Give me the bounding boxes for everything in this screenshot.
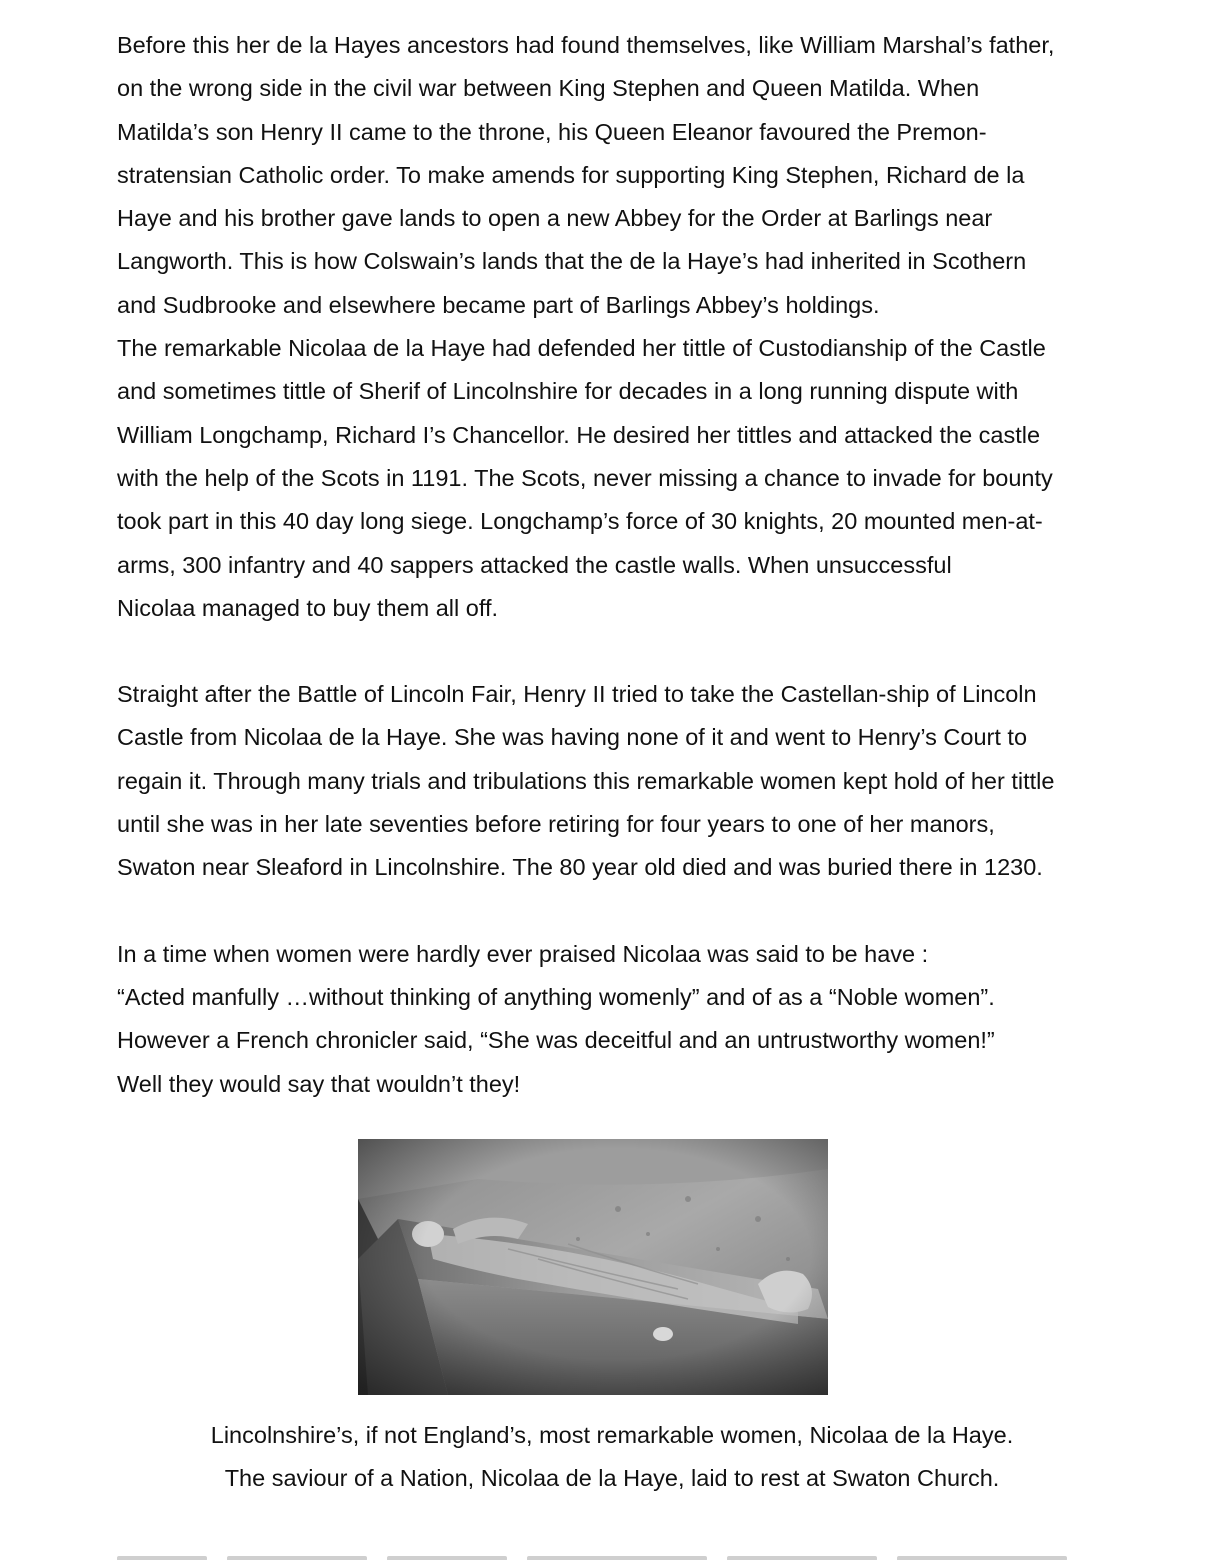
paragraph-praise-quotes bbox=[117, 933, 1117, 1106]
cutoff-glyph-fragment bbox=[387, 1556, 507, 1560]
text-line: The remarkable Nicolaa de la Haye had defended her tittle of Custodianship of the Castle bbox=[117, 335, 1046, 362]
cutoff-glyph-fragment bbox=[897, 1556, 1067, 1560]
text-line: and sometimes tittle of Sherif of Lincolnshire for decades in a long running dispute with bbox=[117, 378, 1019, 405]
text-line: Castle from Nicolaa de la Haye. She was having none of it and went to Henry’s Court to bbox=[117, 724, 1028, 751]
cutoff-glyph-fragment bbox=[227, 1556, 367, 1560]
text-line: William Longchamp, Richard I’s Chancellor. He desired her tittles and attacked the castle bbox=[117, 421, 1041, 448]
next-line-cutoff bbox=[117, 1546, 1117, 1560]
text-line: Nicolaa managed to buy them all off. bbox=[117, 594, 499, 621]
figure-caption-line-2: The saviour of a Nation, Nicolaa de la Haye, laid to rest at Swaton Church. bbox=[224, 1465, 1000, 1491]
text-line: arms, 300 infantry and 40 sappers attacked the castle walls. When unsuccessful bbox=[117, 551, 952, 578]
text-line: Langworth. This is how Colswain’s lands that the de la Haye’s had inherited in Scothern bbox=[117, 248, 1027, 275]
document-body bbox=[117, 24, 1117, 1106]
paragraph-lincoln-fair bbox=[117, 673, 1117, 889]
cutoff-glyph-fragment bbox=[117, 1556, 207, 1560]
text-line: Matilda’s son Henry II came to the throne, his Queen Eleanor favoured the Premon- bbox=[117, 118, 987, 145]
text-line: Well they would say that wouldn’t they! bbox=[117, 1070, 521, 1097]
text-line: In a time when women were hardly ever praised Nicolaa was said to be have : bbox=[117, 940, 929, 967]
text-line: and Sudbrooke and elsewhere became part of Barlings Abbey’s holdings. bbox=[117, 291, 880, 318]
text-line: “Acted manfully …without thinking of anything womenly” and of as a “Noble women”. bbox=[117, 983, 995, 1010]
text-line: Haye and his brother gave lands to open a new Abbey for the Order at Barlings near bbox=[117, 205, 993, 232]
cutoff-glyph-fragment bbox=[527, 1556, 707, 1560]
text-line: Swaton near Sleaford in Lincolnshire. The 80 year old died and was buried there in 1230. bbox=[117, 854, 1043, 881]
figure-caption-line-1: Lincolnshire’s, if not England’s, most remarkable women, Nicolaa de la Haye. bbox=[210, 1422, 1014, 1448]
text-line: with the help of the Scots in 1191. The Scots, never missing a chance to invade for bounty bbox=[117, 464, 1053, 491]
text-line: regain it. Through many trials and tribulations this remarkable women kept hold of her tittle bbox=[117, 767, 1055, 794]
paragraph-spacer bbox=[117, 630, 1117, 673]
text-line: on the wrong side in the civil war between King Stephen and Queen Matilda. When bbox=[117, 75, 980, 102]
cutoff-glyph-fragment bbox=[727, 1556, 877, 1560]
paragraph-ancestors-and-siege bbox=[117, 24, 1117, 630]
text-line: Before this her de la Hayes ancestors had found themselves, like William Marshal’s father, bbox=[117, 32, 1055, 58]
text-line: until she was in her late seventies before retiring for four years to one of her manors, bbox=[117, 811, 995, 838]
tomb-effigy-photo bbox=[358, 1139, 828, 1395]
text-line: stratensian Catholic order. To make amends for supporting King Stephen, Richard de la bbox=[117, 161, 1025, 188]
text-line: Straight after the Battle of Lincoln Fair, Henry II tried to take the Castellan-ship of Lincoln bbox=[117, 681, 1037, 708]
paragraph-spacer bbox=[117, 890, 1117, 933]
tomb-effigy-illustration bbox=[358, 1139, 828, 1395]
text-line: took part in this 40 day long siege. Longchamp’s force of 30 knights, 20 mounted men-at- bbox=[117, 508, 1043, 535]
text-line: However a French chronicler said, “She was deceitful and an untrustworthy women!” bbox=[117, 1027, 995, 1054]
